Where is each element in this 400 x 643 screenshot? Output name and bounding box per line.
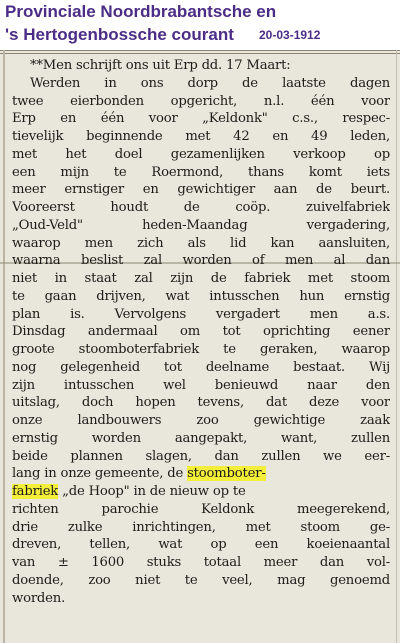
column-left-rule	[3, 50, 5, 643]
article-line-highlighted	[12, 465, 390, 483]
article-line: beide plannen slagen, dan zullen we eer-	[12, 448, 390, 464]
article-line: uitslag, doch hopen tevens, dat deze voor	[12, 395, 390, 411]
article-line: worden.	[12, 590, 66, 606]
article-line: twee eierbonden opgericht, n.l. één voor	[12, 93, 390, 109]
article-line: Werden in ons dorp de laatste dagen	[30, 75, 390, 91]
article-line: waarop men zich als lid kan aansluiten,	[12, 235, 390, 251]
article-line: te gaan drijven, wat intusschen hun ernstig	[12, 288, 390, 304]
article-line: met het doel gezamenlijken verkoop op	[12, 146, 390, 162]
article-line-highlighted	[12, 483, 390, 501]
article-line: Vooreerst houdt de coöp. zuivelfabriek	[12, 200, 390, 215]
article-line: drie zulke inrichtingen, met stoom ge-	[12, 519, 390, 535]
page-header	[0, 0, 400, 50]
article-body	[12, 57, 390, 607]
article-line-rest: „de Hoop" in de nieuw op te	[58, 484, 246, 499]
article-line: niet in staat zal zijn de fabriek met stoom	[12, 271, 390, 286]
article-line: een mijn te Roermond, thans komt iets	[12, 164, 390, 180]
newspaper-clipping	[0, 50, 400, 643]
newspaper-title-line-2: 's Hertogenbossche courant	[5, 25, 234, 44]
highlighted-term: stoomboter-	[187, 466, 266, 482]
newspaper-title-line-1: Provinciale Noordbrabantsche en	[5, 2, 277, 21]
article-line: waarna beslist zal worden of men al dan	[12, 253, 390, 269]
article-line: dreven, tellen, wat op een koeienaantal	[12, 537, 390, 553]
column-right-rule	[396, 50, 397, 643]
article-line: **Men schrijft ons uit Erp dd. 17 Maart:	[30, 58, 291, 73]
article-line: Erp en één voor „Keldonk" c.s., respec-	[12, 111, 390, 127]
article-line: richten parochie Keldonk meegerekend,	[12, 501, 390, 517]
article-line: groote stoomboterfabriek te geraken, waarop	[12, 342, 390, 357]
article-line: van ± 1600 stuks totaal meer dan vol-	[12, 555, 390, 570]
article-line: meer ernstiger en gewichtiger aan de beurt.	[12, 182, 390, 198]
highlighted-term: fabriek	[12, 484, 59, 499]
article-line: onze landbouwers zoo gewichtige zaak	[12, 413, 390, 428]
article-line: zijn intusschen wel benieuwd naar den	[12, 377, 390, 393]
article-line: doende, zoo niet te veel, mag genoemd	[12, 572, 390, 588]
column-top-rule	[0, 50, 400, 54]
article-line-start: lang in onze gemeente, de	[12, 466, 188, 482]
article-line: nog gelegenheid tot deelname bestaat. Wij	[12, 359, 390, 375]
article-line: plan is. Vervolgens vergadert men a.s.	[12, 306, 390, 322]
article-line: Dinsdag andermaal om tot oprichting eener	[12, 324, 390, 340]
article-line: „Oud-Veld" heden-Maandag vergadering,	[12, 217, 390, 233]
article-line: tievelijk beginnende met 42 en 49 leden,	[12, 129, 390, 144]
publication-date: 20-03-1912	[259, 28, 321, 42]
article-line: ernstig worden aangepakt, want, zullen	[12, 430, 390, 446]
